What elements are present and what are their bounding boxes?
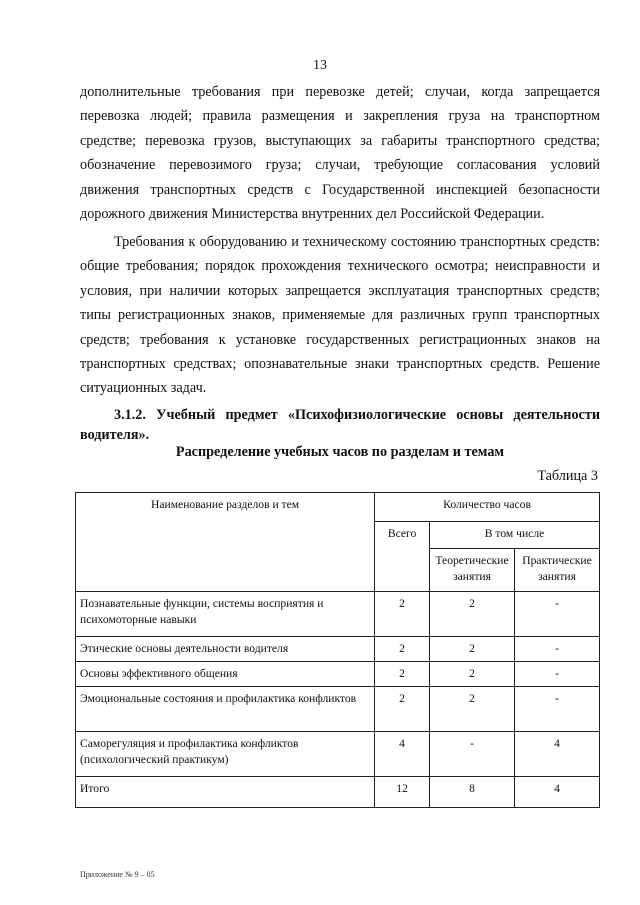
row-total: 2 [375, 687, 430, 732]
table-row [76, 592, 600, 637]
footer-note: Приложение № 9 – 05 [80, 870, 155, 879]
row-name: Эмоциональные состояния и профилактика конфликтов [76, 687, 375, 732]
header-including: В том числе [430, 522, 600, 549]
row-practice: 4 [515, 777, 600, 808]
table-row [76, 732, 600, 777]
page-number: 13 [313, 58, 327, 73]
row-theory: - [430, 732, 515, 777]
row-total: 2 [375, 662, 430, 687]
row-total: 2 [375, 592, 430, 637]
table-row [76, 687, 600, 732]
table-row [76, 637, 600, 662]
table-caption: Таблица 3 [537, 468, 598, 484]
row-total: 12 [375, 777, 430, 808]
table-subheading: Распределение учебных часов по разделам и темам [175, 444, 505, 460]
header-theory: Теоретические занятия [430, 549, 515, 592]
header-total: Всего [375, 522, 430, 592]
row-theory: 8 [430, 777, 515, 808]
row-theory: 2 [430, 592, 515, 637]
row-theory: 2 [430, 662, 515, 687]
row-total: 4 [375, 732, 430, 777]
row-name: Итого [76, 777, 375, 808]
table-row [76, 662, 600, 687]
hours-table [75, 492, 600, 808]
row-practice: 4 [515, 732, 600, 777]
row-practice: - [515, 662, 600, 687]
row-total: 2 [375, 637, 430, 662]
row-theory: 2 [430, 687, 515, 732]
table-header-row [76, 493, 600, 522]
row-practice: - [515, 687, 600, 732]
section-heading: 3.1.2. Учебный предмет «Психофизиологические основы деятельности водителя». [80, 407, 600, 443]
row-name: Основы эффективного общения [76, 662, 375, 687]
paragraph-2: Требования к оборудованию и техническому состоянию транспортных средств: общие требования; порядок прохождения технического осмотра; неисправности и условия, при наличии которых запрещается эксплуатация транспортных средств; типы регистрационных знаков, применяемые для различных групп транспортных средств; требования к установке государственных регистрационных знаков на транспортных средствах; опознавательные знаки транспортных средств. Решение ситуационных задач. [80, 234, 600, 397]
row-practice: - [515, 637, 600, 662]
row-name: Познавательные функции, системы восприятия и психомоторные навыки [76, 592, 375, 637]
header-name: Наименование разделов и тем [76, 493, 375, 592]
header-hours: Количество часов [375, 493, 600, 522]
table-row-total [76, 777, 600, 808]
row-name: Саморегуляция и профилактика конфликтов (психологический практикум) [76, 732, 375, 777]
row-name: Этические основы деятельности водителя [76, 637, 375, 662]
header-practice: Практические занятия [515, 549, 600, 592]
row-theory: 2 [430, 637, 515, 662]
paragraph-1: дополнительные требования при перевозке детей; случаи, когда запрещается перевозка людей; правила размещения и закрепления груза на транспортном средстве; перевозка грузов, выступающих за габариты транспортного средства; обозначение перевозимого груза; случаи, требующие согласования условий движения транспортных средств с Государственной инспекцией безопасности дорожного движения Министерства внутренних дел Российской Федерации. [80, 84, 600, 223]
row-practice: - [515, 592, 600, 637]
